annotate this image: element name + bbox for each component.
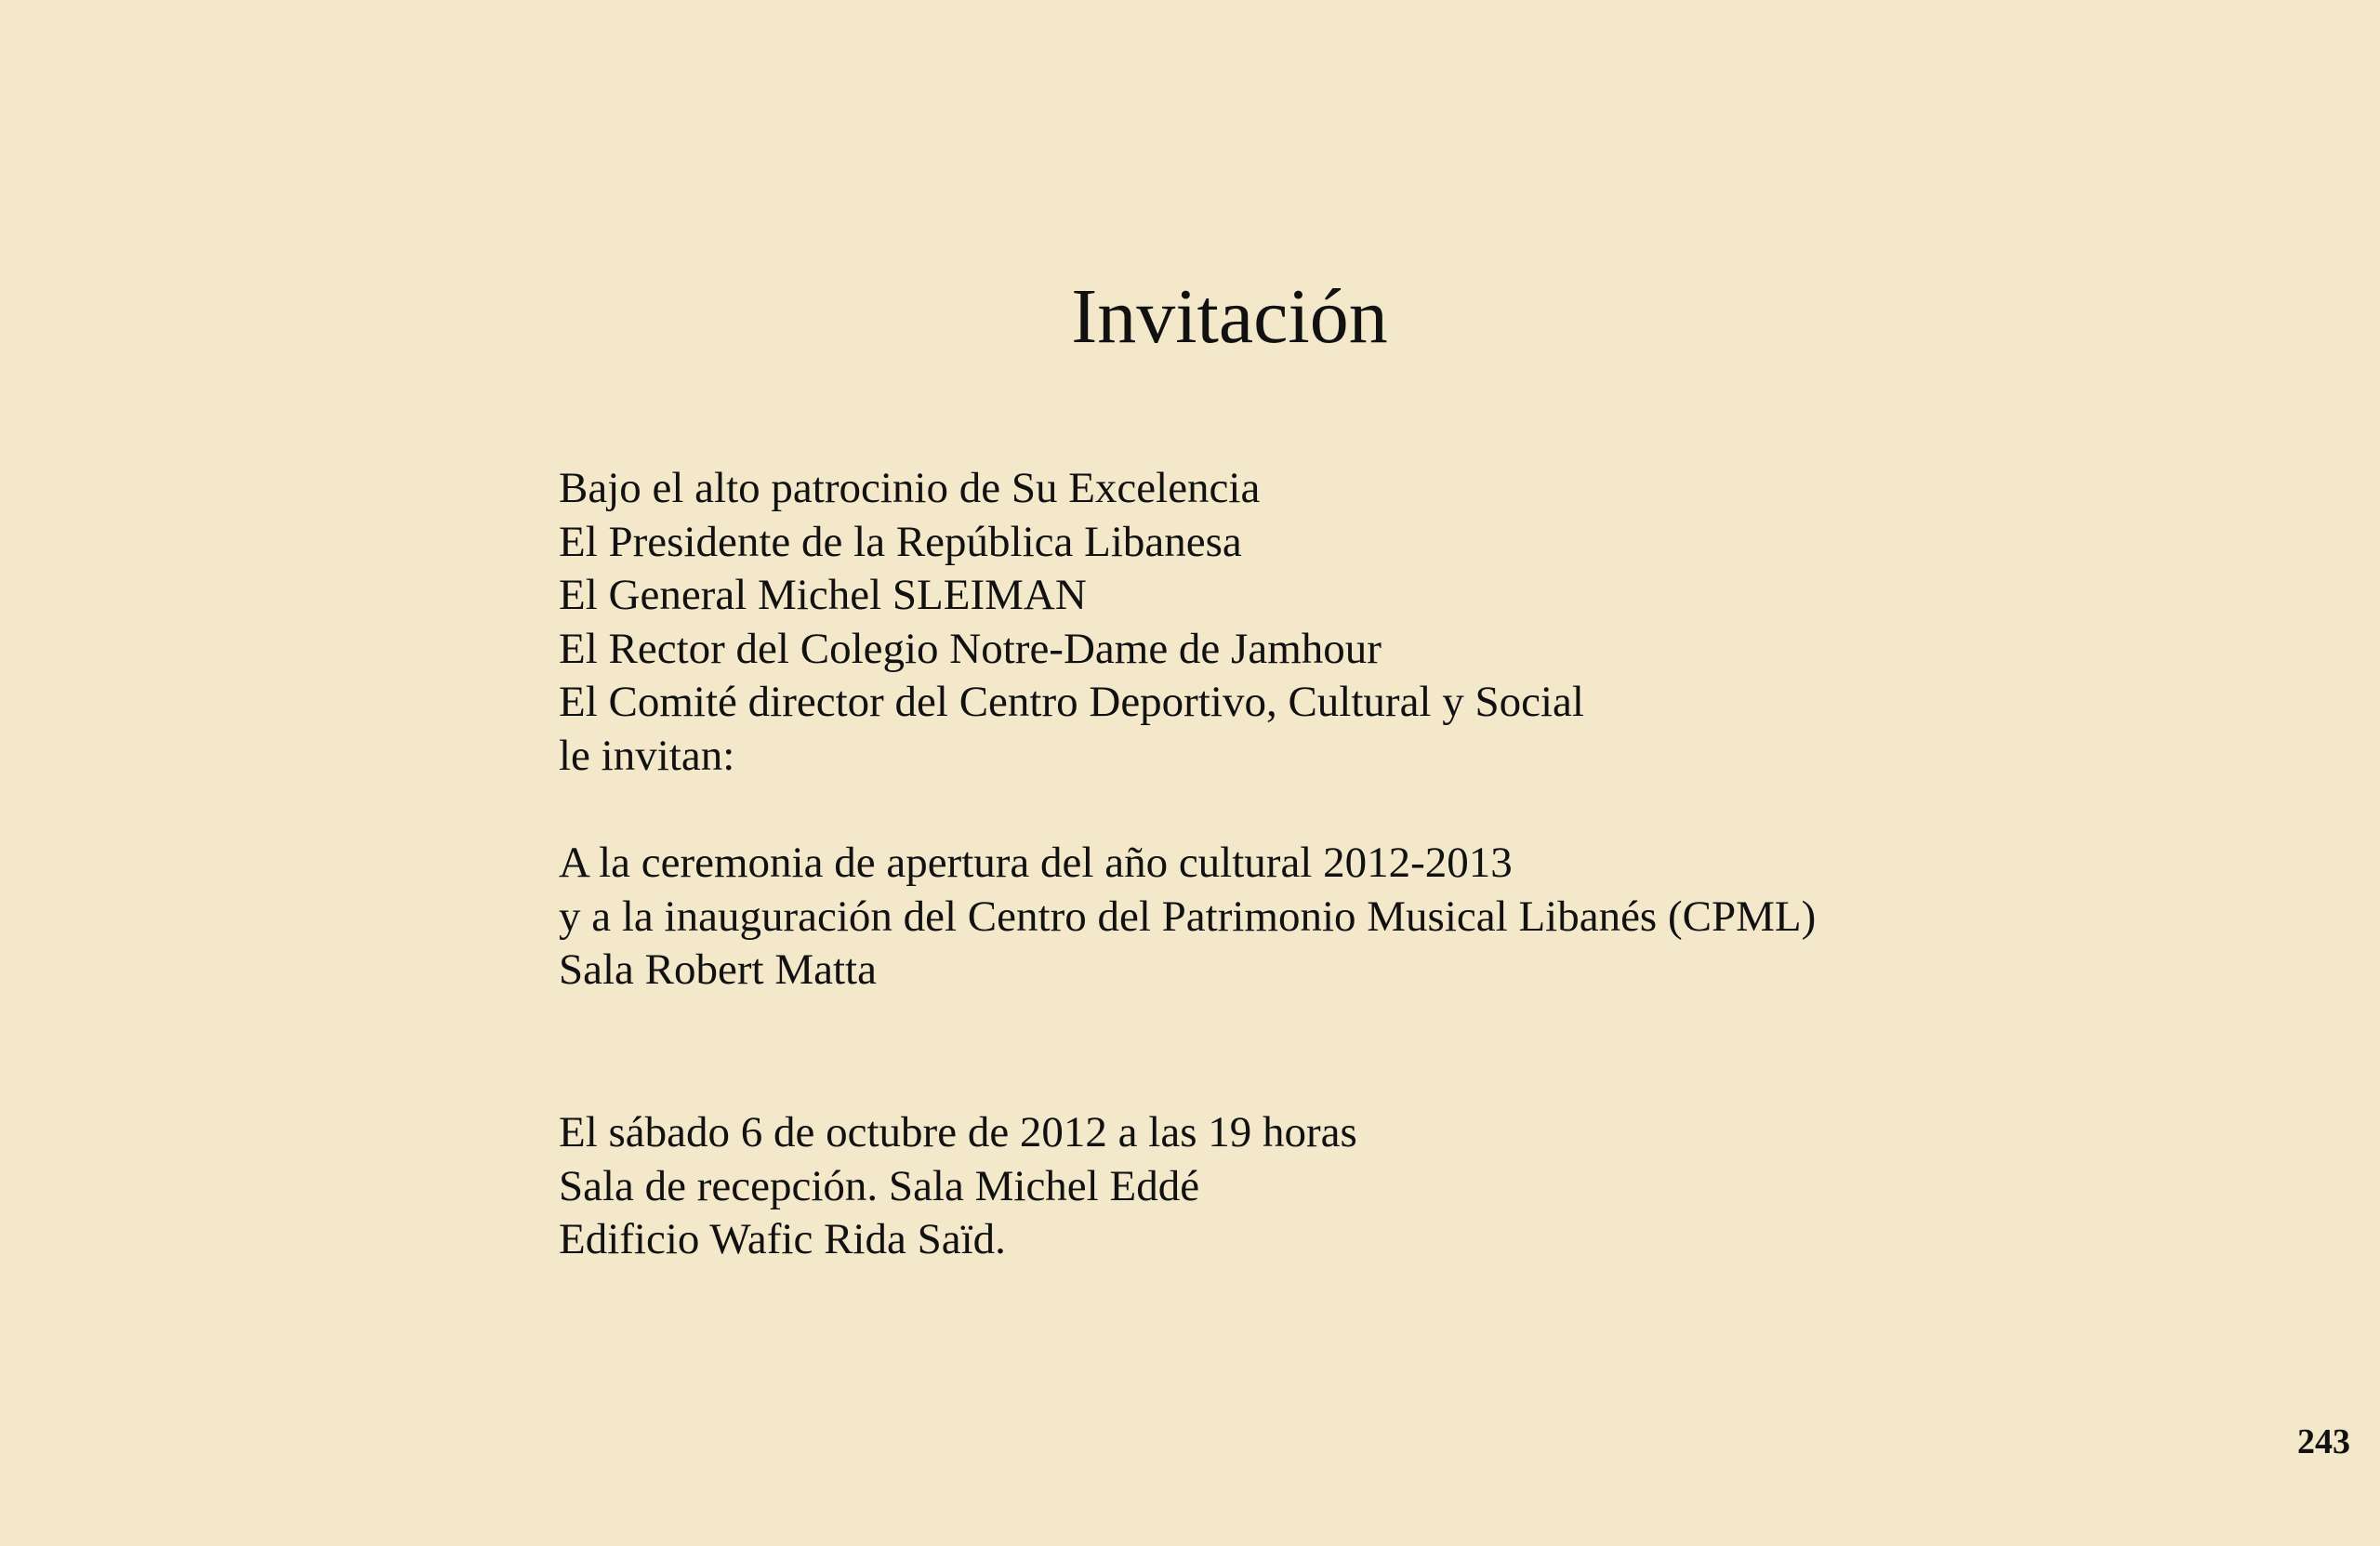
- page-number: 243: [2297, 1422, 2350, 1461]
- details-line: Edificio Wafic Rida Saïd.: [559, 1215, 1006, 1264]
- event-block: [559, 837, 1816, 998]
- patronage-line: le invitan:: [559, 731, 735, 780]
- patronage-line: El Comité director del Centro Deportivo, Cultural y Social: [559, 678, 1584, 727]
- event-line: y a la inauguración del Centro del Patrimonio Musical Libanés (CPML): [559, 892, 1817, 941]
- patronage-line: Bajo el alto patrocinio de Su Excelencia: [559, 464, 1261, 512]
- patronage-line: El Rector del Colegio Notre-Dame de Jamhour: [559, 624, 1382, 673]
- patronage-line: El Presidente de la República Libanesa: [559, 517, 1242, 566]
- page-title: Invitación: [1071, 273, 1388, 360]
- event-details-block: [559, 1106, 1357, 1267]
- details-line: El sábado 6 de octubre de 2012 a las 19 horas: [559, 1108, 1357, 1156]
- event-line: Sala Robert Matta: [559, 945, 877, 995]
- event-line: A la ceremonia de apertura del año cultural 2012-2013: [559, 839, 1513, 887]
- patronage-line: El General Michel SLEIMAN: [559, 571, 1087, 620]
- details-line: Sala de recepción. Sala Michel Eddé: [559, 1161, 1200, 1210]
- patronage-block: [559, 462, 1584, 784]
